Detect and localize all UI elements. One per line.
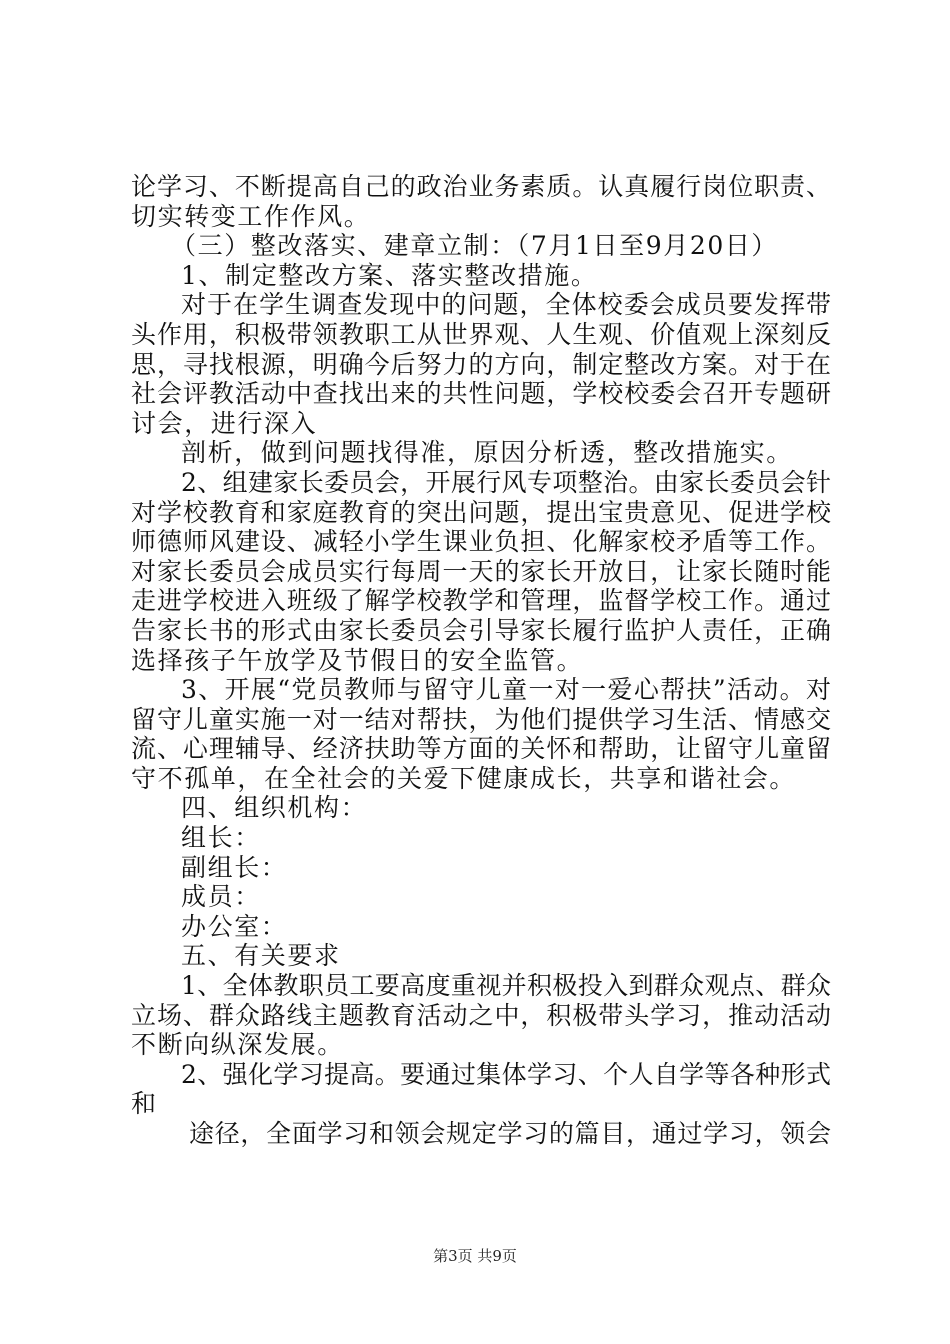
text-line: 1、制定整改方案、落实整改措施。 [181,260,598,290]
text-line: 告家长书的形式由家长委员会引导家长履行监护人责任，正确 [131,615,831,645]
text-line: 走进学校进入班级了解学校教学和管理，监督学校工作。通过 [131,586,831,616]
text-line: 1、全体教职员工要高度重视并积极投入到群众观点、群众 [181,971,831,1001]
text-line: 3、开展“党员教师与留守儿童一对一爱心帮扶”活动。对 [181,675,831,705]
text-line: 论学习、不断提高自己的政治业务素质。认真履行岗位职责、 [131,172,831,201]
org-deputy-label: 副组长： [181,852,288,882]
text-line: 对学校教育和家庭教育的突出问题，提出宝贵意见、促进学校 [131,497,831,527]
text-line: 对家长委员会成员实行每周一天的家长开放日，让家长随时能 [131,556,831,586]
org-members-label: 成员： [181,882,261,912]
text-line: 切实转变工作作风。 [131,201,371,231]
section-heading: 四、组织机构： [181,793,368,823]
text-line: 守不孤单，在全社会的关爱下健康成长，共享和谐社会。 [131,763,797,793]
page-number: 第3页 共9页 [433,1247,517,1265]
text-line: 2、组建家长委员会，开展行风专项整治。由家长委员会针 [181,467,831,497]
section-heading: （三）整改落实、建章立制：（7月1日至9月20日） [171,231,779,261]
text-line: 选择孩子午放学及节假日的安全监管。 [131,645,584,675]
text-line: 社会评教活动中查找出来的共性问题，学校校委会召开专题研 [131,379,831,409]
text-line: 剖析，做到问题找得准，原因分析透，整改措施实。 [181,438,793,468]
org-office-label: 办公室： [181,911,288,941]
text-line: 和 [131,1089,158,1119]
text-line: 师德师风建设、减轻小学生课业负担、化解家校矛盾等工作。 [131,527,831,557]
text-line: 讨会，进行深入 [131,408,318,438]
section-heading: 五、有关要求 [181,941,341,971]
text-line: 思，寻找根源，明确今后努力的方向，制定整改方案。对于在 [131,349,831,379]
text-line: 2、强化学习提高。要通过集体学习、个人自学等各种形式 [181,1059,831,1089]
text-line: 留守儿童实施一对一结对帮扶，为他们提供学习生活、情感交 [131,704,831,734]
text-line: 途径，全面学习和领会规定学习的篇目，通过学习，领会 [189,1119,831,1148]
org-leader-label: 组长： [181,823,261,853]
text-line: 流、心理辅导、经济扶助等方面的关怀和帮助，让留守儿童留 [131,734,831,764]
document-body [131,172,831,1149]
text-line: 不断向纵深发展。 [131,1030,344,1060]
text-line: 头作用，积极带领教职工从世界观、人生观、价值观上深刻反 [131,319,831,349]
text-line: 立场、群众路线主题教育活动之中，积极带头学习，推动活动 [131,1000,831,1030]
text-line: 对于在学生调查发现中的问题，全体校委会成员要发挥带 [181,290,831,320]
